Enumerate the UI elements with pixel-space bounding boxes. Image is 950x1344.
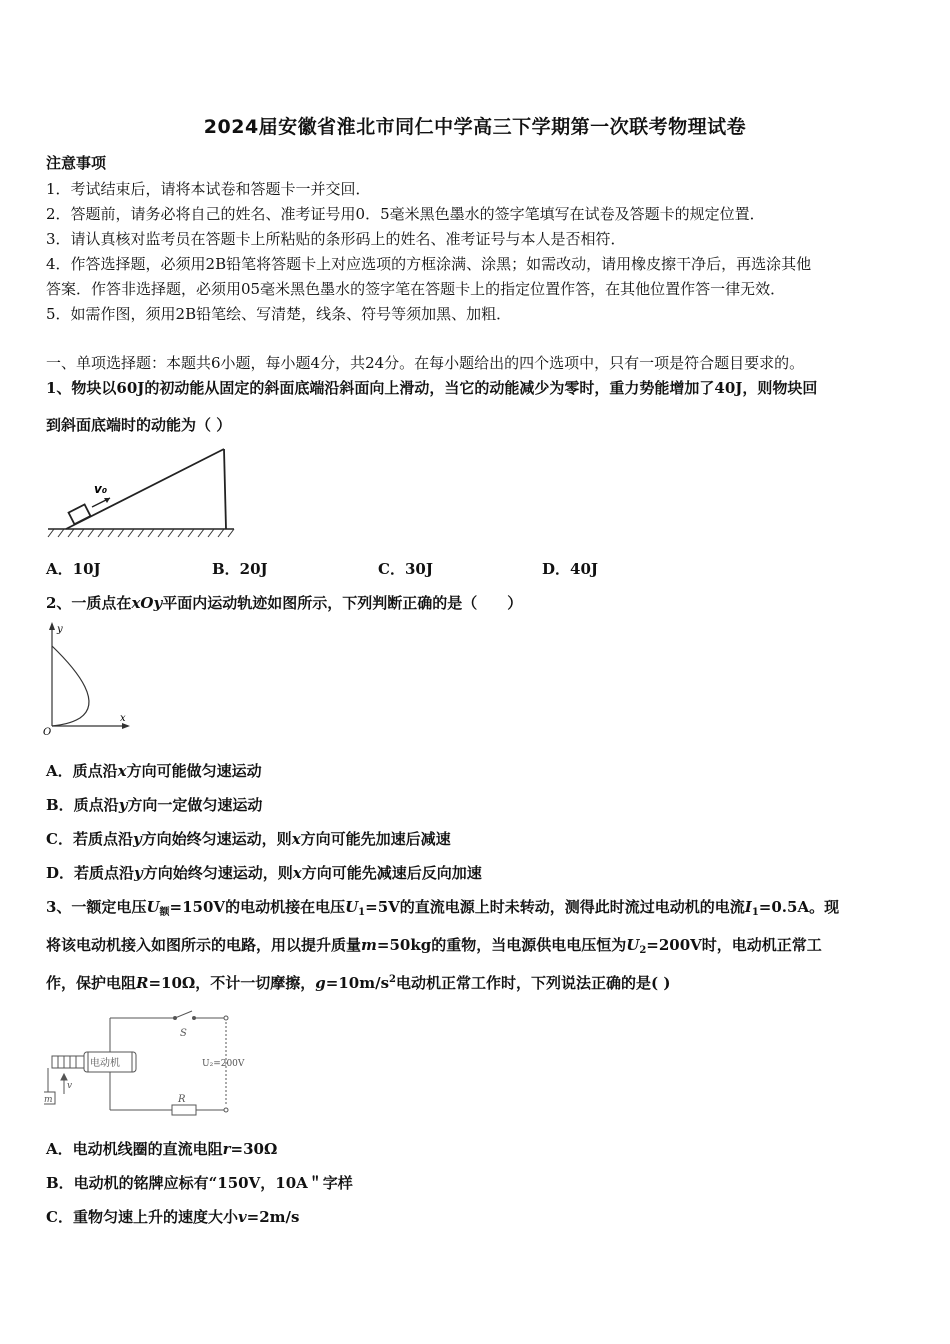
q3-option-c[interactable]: C．重物匀速上升的速度大小v=2m/s [46,1208,300,1226]
y-axis-label: y [57,624,63,635]
q1-option-a[interactable]: A．10J [46,560,101,578]
q2-option-d[interactable]: D．若质点沿y方向始终匀速运动，则x方向可能先减速后反向加速 [46,864,482,882]
q2-option-c[interactable]: C．若质点沿y方向始终匀速运动，则x方向可能先加速后减速 [46,830,451,848]
motor-label: 电动机 [90,1058,120,1069]
notice-heading: 注意事项 [46,154,107,172]
q1-stem-line1: 1、物块以60J的初动能从固定的斜面底端沿斜面向上滑动，当它的动能减少为零时，重力势能增加了40J，则物块回 [46,379,818,397]
notice-item: 4．作答选择题，必须用2B铅笔将答题卡上对应选项的方框涂满、涂黑；如需改动，请用橡皮擦干净后，再选涂其他 [46,255,812,273]
q3-circuit-figure [44,1008,264,1118]
section-heading: 一、单项选择题：本题共6小题，每小题4分，共24分。在每小题给出的四个选项中，只有一项是符合题目要求的。 [46,354,805,372]
velocity-label: v₀ [94,482,108,496]
q2-option-b[interactable]: B．质点沿y方向一定做匀速运动 [46,796,263,814]
q1-incline-figure [44,445,244,545]
notice-item: 2．答题前，请务必将自己的姓名、准考证号用0．5毫米黑色墨水的签字笔填写在试卷及答题卡的规定位置． [46,205,765,223]
block [69,504,91,524]
mass-label: m [44,1095,53,1105]
q3-stem-line1: 3、一额定电压$U_额=150V$的电动机接在电压$U_1=5V$的直流电源上时未转动，测得此时流过电动机的电流$I_1=0.5A$。现 [46,898,840,918]
notice-item: 答案．作答非选择题，必须用05毫米黑色墨水的签字笔在答题卡上的指定位置作答，在其他位置作答一律无效． [46,280,786,298]
notice-item: 5．如需作图，须用2B铅笔绘、写清楚，线条、符号等须加黑、加粗． [46,305,512,323]
q2-option-a[interactable]: A．质点沿x方向可能做匀速运动 [46,762,262,780]
q3-stem-line3: 作，保护电阻R=10Ω，不计一切摩擦，$g=10m/s^2$电动机正常工作时，下列说法正确的是( ) [46,974,671,992]
x-axis-label: x [120,713,126,724]
switch-label: S [180,1028,187,1039]
q3-option-a[interactable]: A．电动机线圈的直流电阻r=30Ω [46,1140,278,1158]
q1-option-d[interactable]: D．40J [542,560,598,578]
notice-item: 1．考试结束后，请将本试卷和答题卡一并交回． [46,180,371,198]
q1-stem-line2: 到斜面底端时的动能为（ ） [46,416,232,434]
velocity-label: v [67,1081,73,1091]
voltage-label: U₂=200V [202,1059,245,1069]
q1-option-b[interactable]: B．20J [212,560,268,578]
notice-item: 3．请认真核对监考员在答题卡上所粘贴的条形码上的姓名、准考证号与本人是否相符． [46,230,626,248]
q2-trajectory-figure [40,618,140,738]
q3-stem-line2: 将该电动机接入如图所示的电路，用以提升质量m=50kg的重物，当电源供电电压恒为$U_2=200V$时，电动机正常工 [46,936,822,956]
resistor-label: R [178,1094,186,1105]
q1-option-c[interactable]: C．30J [378,560,433,578]
q3-option-b[interactable]: B．电动机的铭牌应标有“150V，10A＂字样 [46,1174,353,1192]
origin-label: O [43,727,52,738]
exam-title: 2024届安徽省淮北市同仁中学高三下学期第一次联考物理试卷 [203,116,747,138]
q2-stem: 2、一质点在xOy平面内运动轨迹如图所示，下列判断正确的是（ ） [46,594,523,612]
